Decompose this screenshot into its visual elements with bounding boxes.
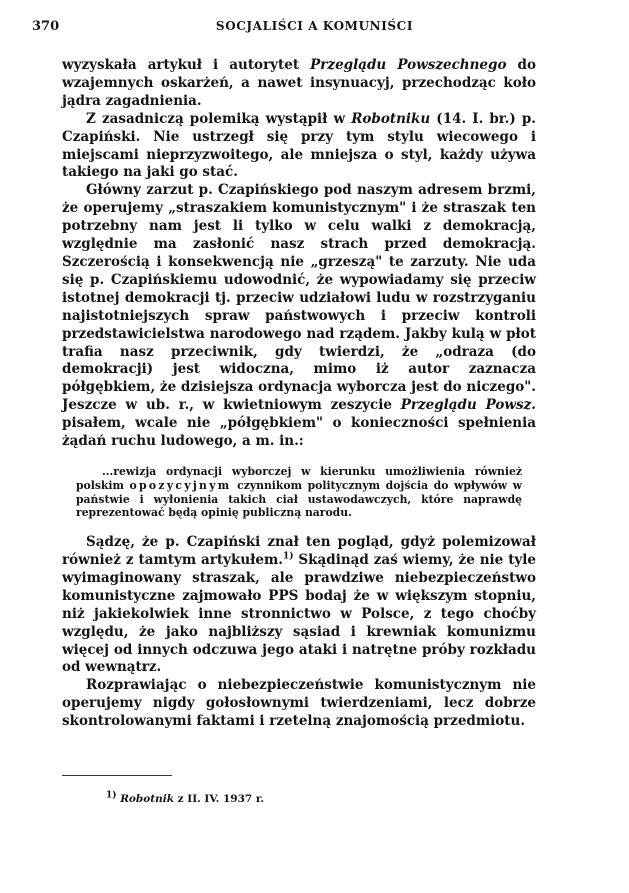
page-number: 370 (32, 19, 60, 34)
newspaper-title: Robotniku (351, 110, 431, 127)
paragraph-4: Sądzę, że p. Czapiński znał ten pogląd, gdyż polemizował również z tamtym artykułem.$^{1)}$ Skądinąd zaś wiemy, że nie tyle wyimaginowany straszak, ale prawdziwe niebezpieczeństwo komunistyczne zajmowało PPS bodaj że w większym stopniu, niż jakiekolwiek inne stronnictwo w Polsce, z tego choćby względu, że jako najbliższy sąsiad i krewniak komunizmu więcej od innych odczuwa jego ataki i natrętne próby rozkładu od wewnątrz. (62, 534, 536, 676)
paragraph-3: Główny zarzut p. Czapińskiego pod naszym adresem brzmi, że operujemy „straszakiem komunistycznym" i że straszak ten potrzebny nam jest li tylko w celu walki z demokracją, względnie ma zasłonić nasz strach przed demokracją. Szczerością i konsekwencją nie „grzeszą" te zarzuty. Nie uda się p. Czapińskiemu udowodnić, że wypowiadamy się przeciw istotnej demokracji tj. przeciw udziałowi ludu w rozstrzyganiu najistotniejszych spraw państwowych i przeciw kontroli przedstawicielstwa narodowego nad rządem. Jakby kulą w płot trafia nasz przeciwnik, gdy twierdzi, że „odraza (do demokracji) jest widoczna, mimo iż autor zaznacza półgębkiem, że dzisiejsza ordynacja wyborcza jest do niczego". Jeszcze w ub. r., w kwietniowym zeszycie Przeglądu Powsz. pisałem, wcale nie „półgębkiem" o konieczności spełnienia żądań ruchu ludowego, a m. in.: (62, 182, 536, 450)
footnote-mark: 1) (106, 790, 117, 801)
paragraph-1: wyzyskała artykuł i autorytet Przeglądu Powszechnego do wzajemnych oskarżeń, a nawet insynuacyj, przechodząc koło jądra zagadnienia. (62, 57, 536, 109)
footnote (106, 790, 265, 805)
footnote-date: z II. IV. 1937 r. (174, 793, 265, 805)
spaced-emphasis: opozycyjnym (129, 478, 232, 492)
paragraph-2: Z zasadniczą polemiką wystąpił w Robotniku (14. I. br.) p. Czapiński. Nie ustrzegł się przy tym stylu wiecowego i miejscami nieprzyzwoitego, ale mniejsza o styl, każdy używa takiego na jaki go stać. (62, 110, 536, 181)
journal-title: Przeglądu Powsz. (400, 397, 536, 414)
footnote-source: Robotnik (120, 793, 175, 805)
main-text (62, 57, 536, 731)
paragraph-5: Rozprawiając o niebezpieczeństwie komunistycznym nie operujemy nigdy gołosłownymi twierdzeniami, lecz dobrze skontrolowanymi faktami i rzetelną znajomością przedmiotu. (62, 677, 536, 730)
footnote-reference: 1) (282, 551, 294, 562)
block-quote: ...rewizja ordynacji wyborczej w kierunku umożliwienia również polskim opozycyjnym czynnikom politycznym dojścia do wpływów w państwie i wyłonienia takich ciał ustawodawczych, które naprawdę reprezentować będą opinię publiczną narodu. (76, 464, 522, 520)
running-head: SOCJALIŚCI A KOMUNIŚCI (215, 19, 414, 33)
journal-title: Przeglądu Powszechnego (310, 57, 507, 73)
footnote-divider (62, 775, 172, 776)
